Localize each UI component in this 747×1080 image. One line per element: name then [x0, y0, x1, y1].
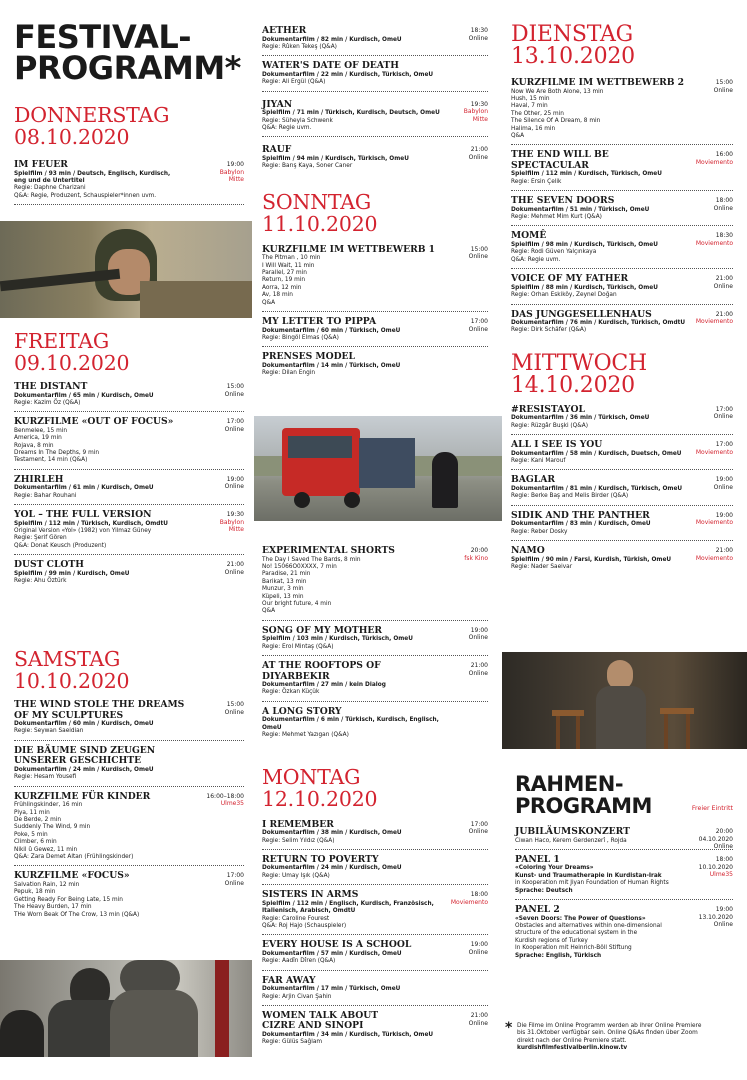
- event-time-venue: 21:00 Online: [224, 561, 244, 576]
- saturday-block: [14, 648, 244, 928]
- event-time-venue: 19:30 Babylon Mitte: [463, 100, 488, 123]
- column-left: [14, 0, 244, 210]
- day-heading-thursday: DONNERSTAG 08.10.2020: [14, 103, 170, 149]
- event-i-remember[interactable]: I REMEMBER Dokumentarfilm / 38 min / Kurdisch, OmeU Regie: Selim Yıldız (Q&A) 17:00 Online: [262, 820, 488, 850]
- free-entry-label: Freier Eintritt: [691, 805, 733, 812]
- event-kurzfilme-focus[interactable]: KURZFILME «FOCUS» Salvation Rain, 12 min Pepuk, 18 min Getting Ready For Being Late, 15 min The Heavy Burden, 17 min THe Worn Beak Of The Crow, 13 min (Q&A) 17:00 Online: [14, 870, 244, 918]
- footnote: * Die Filme im Online Programm werden ab ihrer Online Premiere bis 31.Oktober verfügbar sein. Online Q&As finden über Zoom direkt nach der Online Premiere statt. kurdishfilmfestivalberlin.kinow.tv: [505, 1023, 737, 1052]
- event-sidik-and-the-panther[interactable]: SIDIK AND THE PANTHER Dokumentarfilm / 83 min / Kurdisch, OmeU Regie: Reber Dosky 19:00 Moviemento: [511, 511, 733, 541]
- event-far-away[interactable]: FAR AWAY Dokumentarfilm / 17 min / Türkisch, OmeU Regie: Arjin Civan Şahin: [262, 976, 488, 1006]
- event-time-venue: 18:30 Online: [468, 27, 488, 42]
- event-namo[interactable]: NAMO Spielfilm / 90 min / Farsi, Kurdish, Türkish, OmeU Regie: Nader Saeivar 21:00 Moviemento: [511, 545, 733, 570]
- event-sisters-in-arms[interactable]: SISTERS IN ARMS Spielfilm / 112 min / Englisch, Kurdisch, Französisch, Italienisch, Arabisch, OmdtU Regie: Caroline Fourest Q&A: Roj Hajo (Schauspieler) 18:00 Moviemento: [262, 890, 488, 935]
- event-time-venue: 17:00 Online: [224, 872, 244, 887]
- event-wind-stole-dreams[interactable]: THE WIND STOLE THE DREAMS OF MY SCULPTURES Dokumentarfilm / 60 min / Kurdisch, OmeU Regie: Seywan Saeidian 15:00 Online: [14, 700, 244, 741]
- event-time-venue: 21:00 Online: [468, 1011, 488, 1027]
- event-the-distant[interactable]: THE DISTANT Dokumentarfilm / 65 min / Kurdisch, OmeU Regie: Kazim Öz (Q&A) 15:00 Online: [14, 382, 244, 412]
- rahmenprogramm: [515, 773, 733, 969]
- film-still-im-feuer: [0, 221, 252, 318]
- event-time-venue: 19:00 13.10.2020 Online: [698, 906, 733, 929]
- event-time-venue: 19:00 Online: [224, 475, 244, 491]
- event-kurzfilme-out-of-focus[interactable]: KURZFILME «OUT OF FOCUS» Benmelee, 15 min America, 19 min Rojava, 8 min Dreams In The Depths, 9 min Testament, 14 min (Q&A) 17:00 Online: [14, 417, 244, 470]
- column-middle: [262, 26, 488, 387]
- day-heading-saturday: SAMSTAG 10.10.2020: [14, 647, 130, 693]
- rahmen-heading: RAHMEN- PROGRAMM Freier Eintritt: [515, 772, 733, 818]
- event-time-venue: 20:00 04.10.2020 Online: [698, 828, 733, 851]
- event-all-i-see-is-you[interactable]: ALL I SEE IS YOU Dokumentarfilm / 58 min / Kurdisch, Duetsch, OmeU Regie: Kani Marouf 17:00 Moviemento: [511, 440, 733, 470]
- event-waters-date-of-death[interactable]: WATER'S DATE OF DEATH Dokumentarfilm / 22 min / Kurdisch, Türkisch, OmeU Regie: Ali Ergül (Q&A): [262, 61, 488, 91]
- event-jiyan[interactable]: JIYAN Spielfilm / 71 min / Türkisch, Kurdisch, Deutsch, OmeU Regie: Süheyla Schwenk Q&A: Regie uvm. 19:30 Babylon Mitte: [262, 100, 488, 138]
- film-still-men: [0, 960, 252, 1057]
- event-aether[interactable]: AETHER Dokumentarfilm / 82 min / Kurdisch, OmeU Regie: Rûken Tekeş (Q&A) 18:30 Online: [262, 26, 488, 56]
- friday-block: [14, 330, 244, 595]
- event-time-venue: 15:00 Online: [713, 79, 733, 94]
- event-prenses-model[interactable]: PRENSES MODEL Dokumentarfilm / 14 min / Türkisch, OmeU Regie: Dilan Engin: [262, 351, 401, 377]
- event-time-venue: 17:00 Online: [713, 405, 733, 421]
- day-heading-monday: MONTAG 12.10.2020: [262, 764, 378, 811]
- event-end-will-be-spectacular[interactable]: THE END WILL BE SPECTACULAR Spielfilm / 112 min / Kurdisch, Türkisch, OmeU Regie: Ersin Çelik 16:00 Moviemento: [511, 150, 733, 191]
- event-time-venue: 19:00 Online: [713, 476, 733, 492]
- event-time-venue: 18:30 Moviemento: [695, 232, 733, 248]
- event-jubilaeumskonzert[interactable]: JUBILÄUMSKONZERT Ciwan Haco, Kerem Gerdenzerî , Rojda 20:00 04.10.2020 Online: [515, 826, 733, 851]
- day-heading-wednesday: MITTWOCH 14.10.2020: [511, 350, 648, 398]
- event-return-to-poverty[interactable]: RETURN TO POVERTY Dokumentarfilm / 24 min / Kurdisch, OmeU Regie: Umay Işık (Q&A): [262, 855, 488, 885]
- event-kurzfilme-wettbewerb-1[interactable]: KURZFILME IM WETTBEWERB 1 The Pitman , 10 min I Will Wait, 11 min Parallel, 27 min Return, 19 min Aorra, 12 min Av, 18 min Q&A 15:00 Online: [262, 245, 488, 312]
- event-time-venue: 16:00 Moviemento: [695, 151, 733, 166]
- event-time-venue: 19:00 Babylon Mitte: [219, 161, 244, 184]
- event-resistayol[interactable]: #RESISTAYOL Dokumentarfilm / 36 min / Türkisch, OmeU Regie: Rüzgâr Buşki (Q&A) 17:00 Online: [511, 405, 733, 435]
- event-rauf[interactable]: RAUF Spielfilm / 94 min / Kurdisch, Türkisch, OmeU Regie: Barış Kaya, Soner Caner 21:00 Online: [262, 144, 488, 170]
- event-zhirleh[interactable]: ZHIRLEH Dokumentarfilm / 61 min / Kurdisch, OmeU Regie: Bahar Rouhani 19:00 Online: [14, 475, 244, 505]
- event-time-venue: 21:00 Online: [713, 275, 733, 290]
- event-time-venue: 21:00 Moviemento: [695, 547, 733, 562]
- sunday-block-2: [262, 546, 488, 1056]
- event-women-talk[interactable]: WOMEN TALK ABOUT CIZRE AND SINOPI Dokumentarfilm / 34 min / Kurdisch, Türkisch, OmeU Regie: Gülüs Sağlam 21:00 Online: [262, 1009, 488, 1046]
- event-time-venue: 18:00 Online: [713, 197, 733, 212]
- event-time-venue: 17:00 Online: [468, 318, 488, 333]
- event-seven-doors[interactable]: THE SEVEN DOORS Dokumentarfilm / 51 min / Türkisch, OmeU Regie: Mehmet Mim Kurt (Q&A) 18:00 Online: [511, 196, 733, 226]
- event-time-venue: 15:00 Online: [224, 701, 244, 716]
- event-im-feuer[interactable]: IM FEUER Spielfilm / 93 min / Deutsch, Englisch, Kurdisch, eng und de Untertitel Regie: Daphne Charizani Q&A: Regie, Produzent, Schauspieler*innen uvm. 19:00 Babylon Mitte: [14, 160, 244, 205]
- event-time-venue: 19:00 Online: [468, 626, 488, 642]
- event-song-of-my-mother[interactable]: SONG OF MY MOTHER Spielfilm / 103 min / Kurdisch, Türkisch, OmeU Regie: Erol Mintaş (Q&A) 19:00 Online: [262, 626, 488, 656]
- event-baglar[interactable]: BAGLAR Dokumentarfilm / 81 min / Kurdisch, Türkisch, OmeU Regie: Berke Baş and Melis Birder (Q&A) 19:00 Online: [511, 475, 733, 505]
- event-yol[interactable]: YOL – THE FULL VERSION Spielfilm / 112 min / Türkisch, Kurdisch, OmdtU Original Version «Yol» (1982) von Yilmaz Güney Regie: Şerif Gören Q&A: Donat Keusch (Produzent) 19:30 Babylon Mitte: [14, 510, 244, 555]
- event-a-long-story[interactable]: A LONG STORY Dokumentarfilm / 6 min / Türkisch, Kurdisch, Englisch, OmeU Regie: Mehmet Yazıgan (Q&A): [262, 705, 439, 739]
- film-still-man-chairs: [502, 652, 747, 749]
- event-time-venue: 19:30 Babylon Mitte: [219, 511, 244, 534]
- event-kurzfilme-wettbewerb-2[interactable]: KURZFILME IM WETTBEWERB 2 Now We Are Both Alone, 13 min Hush, 15 min Haval, 7 min The Other, 25 min The Silence Of A Dream, 8 min Halima, 16 min Q&A 15:00 Online: [511, 78, 733, 145]
- event-rooftops-diyarbekir[interactable]: AT THE ROOFTOPS OF DIYARBEKIR Dokumentarfilm / 27 min / kein Dialog Regie: Özkan Küçük 21:00 Online: [262, 661, 488, 702]
- column-right: [511, 24, 733, 580]
- event-experimental-shorts[interactable]: EXPERIMENTAL SHORTS The Day I Saved The Bards, 8 min No! 15066O0XXXX, 7 min Paradise, 21 min Barikat, 13 min Munzur, 3 min Küpeli, 13 min Our bright future, 4 min Q&A 20:00 fsk Kino: [262, 546, 488, 621]
- event-time-venue: 16:00–18:00 Ulme35: [206, 792, 244, 808]
- event-time-venue: 21:00 Moviemento: [695, 310, 733, 326]
- event-time-venue: 15:00 Online: [468, 245, 488, 261]
- event-time-venue: 20:00 fsk Kino: [464, 547, 488, 562]
- event-my-letter-to-pippa[interactable]: MY LETTER TO PIPPA Dokumentarfilm / 60 min / Türkisch, OmeU Regie: Bingöl Elmas (Q&A) 17:00 Online: [262, 317, 488, 347]
- event-dust-cloth[interactable]: DUST CLOTH Spielfilm / 99 min / Kurdisch, OmeU Regie: Ahu Öztürk 21:00 Online: [14, 559, 244, 585]
- event-panel-2[interactable]: PANEL 2 «Seven Doors: The Power of Questions» Obstacles and alternatives within one-dimensional structure of the educational system in the Kurdish regions of Turkey In Kooperation mit Heinrich-Böll Stiftung Sprache: English, Türkisch 19:00 13.10.2020 Online: [515, 904, 733, 959]
- website-link[interactable]: kurdishfilmfestivalberlin.kinow.tv: [517, 1044, 628, 1051]
- event-time-venue: 21:00 Online: [468, 662, 488, 677]
- event-time-venue: 17:00 Online: [468, 820, 488, 836]
- event-kurzfilme-kinder[interactable]: KURZFILME FÜR KINDER Frühlingskinder, 16 min Piya, 11 min De Berde, 2 min Suddenly The Wind, 9 min Poke, 5 min Climber, 6 min Nikil û Gewez, 11 min Q&A: Zara Demet Altan (Frühlingskinder) 16:00–18:00 Ulme35: [14, 792, 244, 867]
- day-heading-sunday: SONNTAG 11.10.2020: [262, 189, 378, 236]
- event-time-venue: 15:00 Online: [224, 383, 244, 398]
- day-heading-friday: FREITAG 09.10.2020: [14, 329, 130, 375]
- event-every-house-school[interactable]: EVERY HOUSE IS A SCHOOL Dokumentarfilm / 57 min / Kurdisch, OmeU Regie: Aadîn Dîren (Q&A) 19:00 Online: [262, 940, 488, 970]
- event-die-baeume[interactable]: DIE BÄUME SIND ZEUGEN UNSERER GESCHICHTE Dokumentarfilm / 24 min / Kurdisch, OmeU Regie: Hesam Yousefi: [14, 746, 244, 787]
- event-voice-of-my-father[interactable]: VOICE OF MY FATHER Spielfilm / 88 min / Kurdisch, Türkisch, OmeU Regie: Orhan Eskiköy, Zeynel Doğan 21:00 Online: [511, 274, 733, 304]
- page-title: FESTIVAL- PROGRAMM*: [14, 18, 241, 87]
- event-time-venue: 17:00 Online: [224, 418, 244, 433]
- event-time-venue: 17:00 Moviemento: [695, 441, 733, 456]
- event-junggesellenhaus[interactable]: DAS JUNGGESELLENHAUS Dokumentarfilm / 76 min / Kurdisch, Türkisch, OmdtU Regie: Dirk Schäfer (Q&A) 21:00 Moviemento: [511, 308, 733, 334]
- event-time-venue: 19:00 Online: [468, 941, 488, 956]
- day-heading-tuesday: DIENSTAG 13.10.2020: [511, 22, 635, 69]
- event-panel-1[interactable]: PANEL 1 «Coloring Your Dreams» Kunst- und Traumatherapie in Kurdistan-Irak in Kooperation mit Jiyan Foundation of Human Rights Sprache: Deutsch 18:00 10.10.2020 Ulme35: [515, 855, 733, 900]
- event-time-venue: 18:00 Moviemento: [450, 891, 488, 906]
- event-mome[interactable]: MOMÊ Spielfilm / 98 min / Kurdisch, Türkisch, OmeU Regie: Rodi Güven Yalçınkaya Q&A: Regie uvm. 18:30 Moviemento: [511, 231, 733, 269]
- film-still-truck: [254, 416, 502, 521]
- event-time-venue: 18:00 10.10.2020 Ulme35: [698, 855, 733, 879]
- event-time-venue: 21:00 Online: [468, 146, 488, 161]
- footnote-star: *: [505, 1020, 513, 1036]
- event-time-venue: 19:00 Moviemento: [695, 511, 733, 527]
